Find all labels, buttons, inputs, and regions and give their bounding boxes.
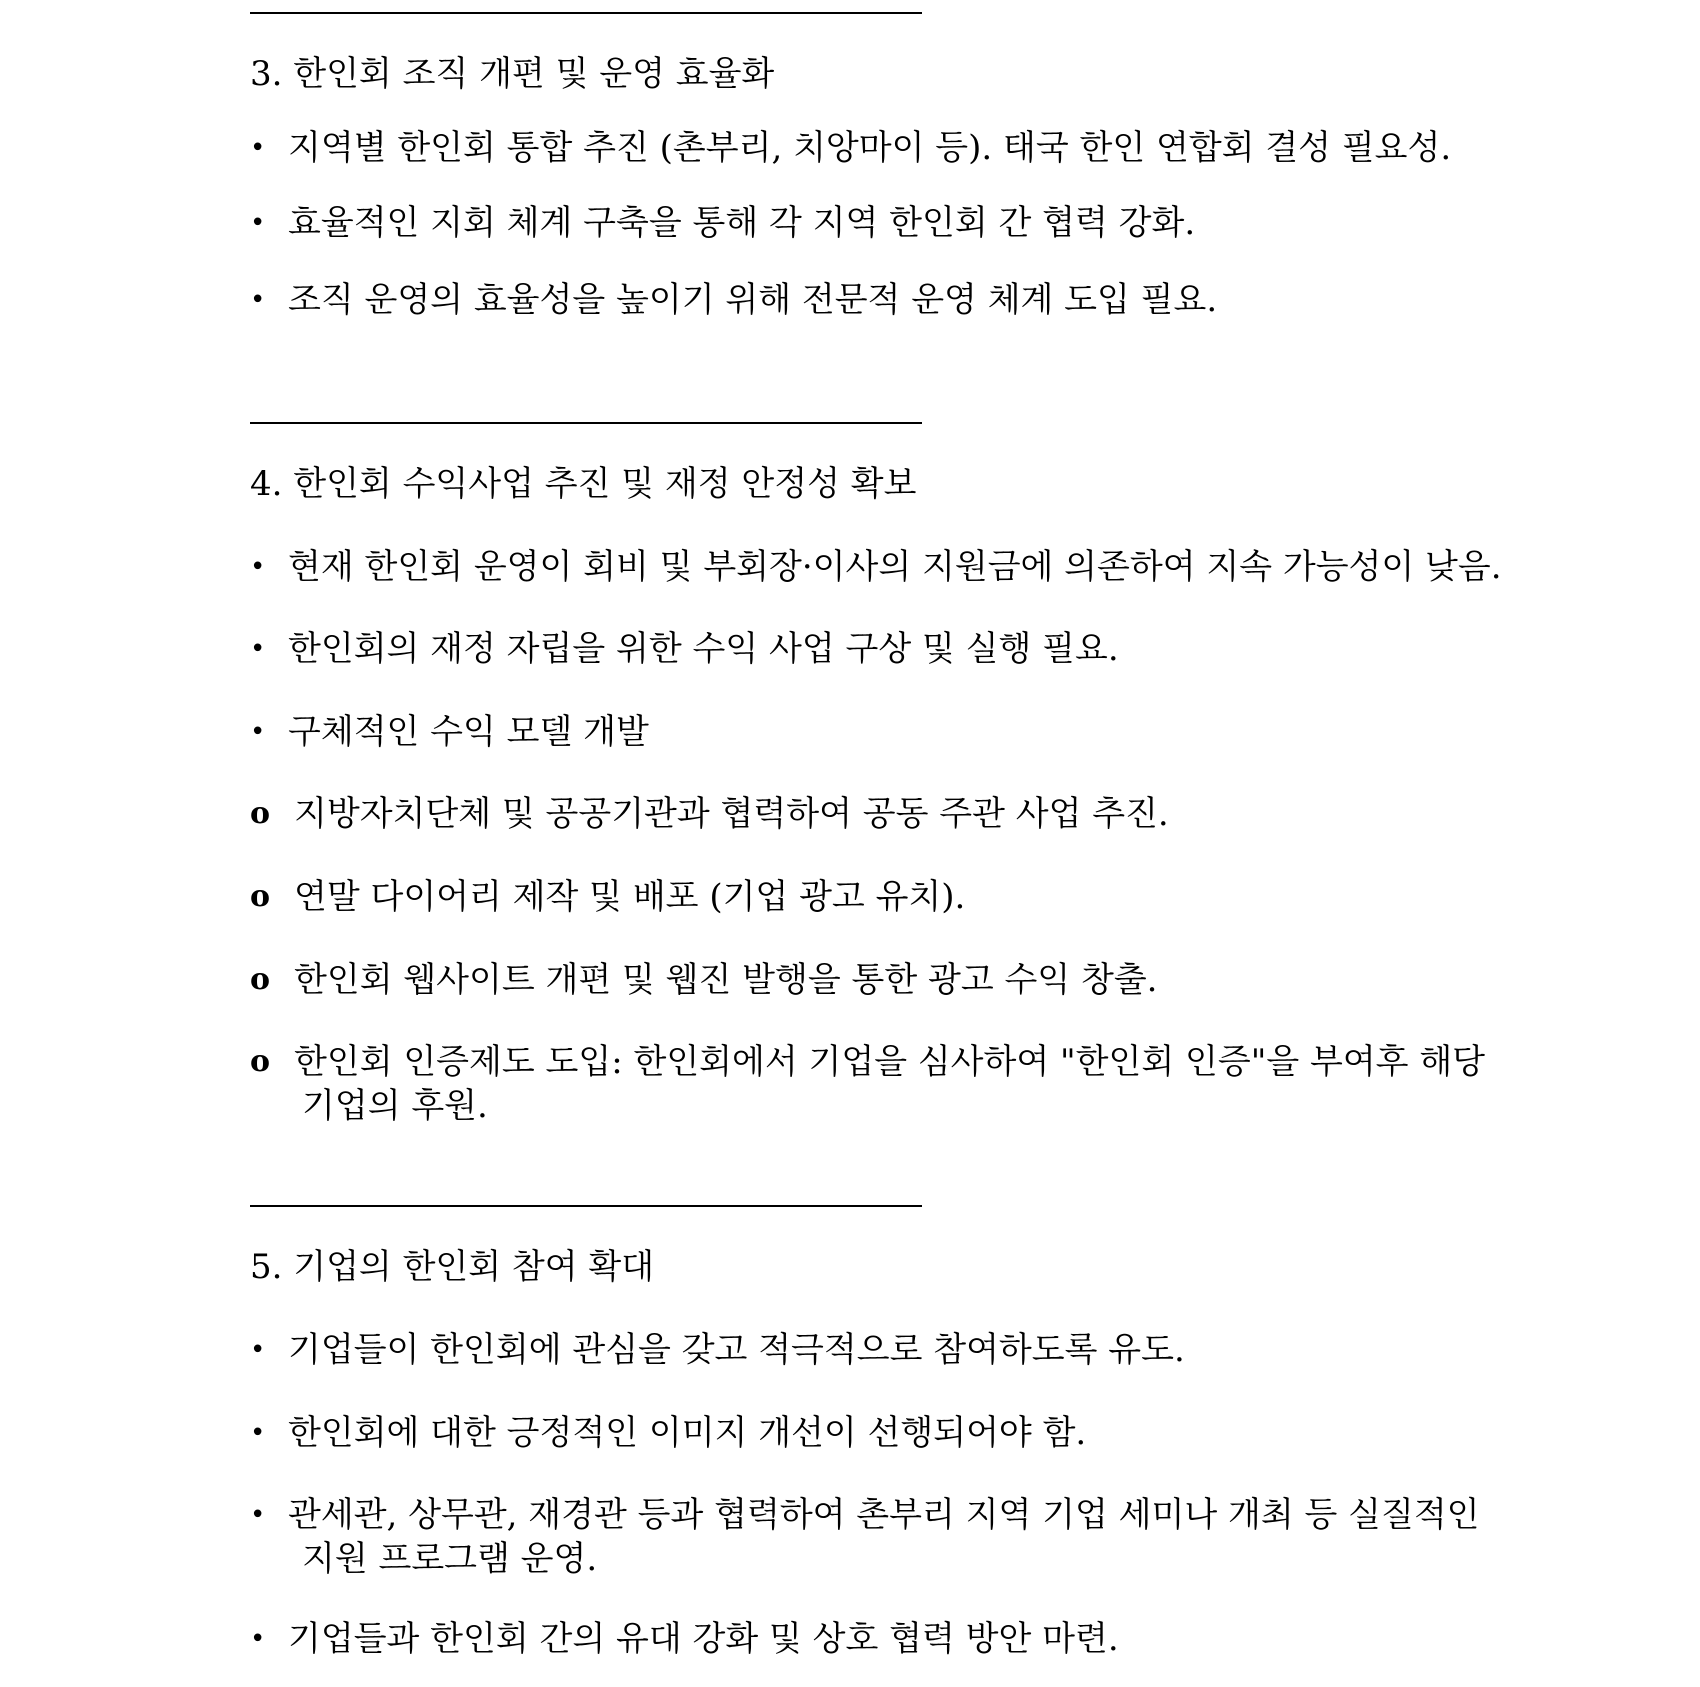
list-item-text: 관세관, 상무관, 재경관 등과 협력하여 촌부리 지역 기업 세미나 개최 등 실질적인 bbox=[288, 1495, 1480, 1535]
list-item bbox=[250, 710, 1540, 754]
list-item-text: 조직 운영의 효율성을 높이기 위해 전문적 운영 체계 도입 필요. bbox=[288, 280, 1218, 320]
sub-list-item-text: 지방자치단체 및 공공기관과 협력하여 공동 주관 사업 추진. bbox=[294, 794, 1169, 834]
list-item bbox=[250, 1411, 1540, 1455]
list-item-text: 한인회에 대한 긍정적인 이미지 개선이 선행되어야 함. bbox=[288, 1413, 1087, 1453]
circle-bullet-icon: o bbox=[250, 962, 271, 997]
list-item-continuation: 지원 프로그램 운영. bbox=[302, 1539, 598, 1579]
section-divider bbox=[250, 12, 922, 14]
circle-bullet-icon: o bbox=[250, 879, 271, 914]
list-item bbox=[250, 1617, 1540, 1661]
section-3-title: 3. 한인회 조직 개편 및 운영 효율화 bbox=[250, 54, 775, 94]
bullet-icon: • bbox=[250, 133, 266, 163]
list-item-text: 기업들과 한인회 간의 유대 강화 및 상호 협력 방안 마련. bbox=[288, 1619, 1119, 1659]
list-item bbox=[250, 545, 1540, 589]
list-item bbox=[250, 126, 1540, 170]
bullet-icon: • bbox=[250, 717, 266, 747]
bullet-icon: • bbox=[250, 1418, 266, 1448]
list-item bbox=[250, 201, 1540, 245]
list-item bbox=[250, 627, 1540, 671]
bullet-icon: • bbox=[250, 208, 266, 238]
bullet-icon: • bbox=[250, 285, 266, 315]
list-item bbox=[250, 1493, 1540, 1581]
sub-list-item-text: 한인회 인증제도 도입: 한인회에서 기업을 심사하여 "한인회 인증"을 부여후 해당 bbox=[294, 1042, 1486, 1082]
list-item-text: 구체적인 수익 모델 개발 bbox=[288, 712, 649, 752]
bullet-icon: • bbox=[250, 1335, 266, 1365]
section-divider bbox=[250, 1205, 922, 1207]
section-4-title: 4. 한인회 수익사업 추진 및 재정 안정성 확보 bbox=[250, 464, 917, 504]
sub-list-item-continuation: 기업의 후원. bbox=[302, 1086, 488, 1126]
list-item-text: 효율적인 지회 체계 구축을 통해 각 지역 한인회 간 협력 강화. bbox=[288, 203, 1196, 243]
list-item-text: 지역별 한인회 통합 추진 (촌부리, 치앙마이 등). 태국 한인 연합회 결성 필요성. bbox=[288, 128, 1452, 168]
list-item-text: 현재 한인회 운영이 회비 및 부회장·이사의 지원금에 의존하여 지속 가능성이 낮음. bbox=[288, 547, 1502, 587]
sub-list-item-text: 한인회 웹사이트 개편 및 웹진 발행을 통한 광고 수익 창출. bbox=[294, 960, 1158, 1000]
list-item bbox=[250, 278, 1540, 322]
circle-bullet-icon: o bbox=[250, 1044, 271, 1079]
bullet-icon: • bbox=[250, 1624, 266, 1654]
sub-list-item-text: 연말 다이어리 제작 및 배포 (기업 광고 유치). bbox=[294, 877, 966, 917]
list-item bbox=[250, 1328, 1540, 1372]
sub-list-item bbox=[250, 1040, 1540, 1128]
bullet-icon: • bbox=[250, 1500, 266, 1530]
section-5-title: 5. 기업의 한인회 참여 확대 bbox=[250, 1247, 655, 1287]
section-divider bbox=[250, 422, 922, 424]
bullet-icon: • bbox=[250, 552, 266, 582]
list-item-text: 한인회의 재정 자립을 위한 수익 사업 구상 및 실행 필요. bbox=[288, 629, 1119, 669]
circle-bullet-icon: o bbox=[250, 796, 271, 831]
sub-list-item bbox=[250, 958, 1540, 1002]
bullet-icon: • bbox=[250, 634, 266, 664]
sub-list-item bbox=[250, 792, 1540, 836]
sub-list-item bbox=[250, 875, 1540, 919]
list-item-text: 기업들이 한인회에 관심을 갖고 적극적으로 참여하도록 유도. bbox=[288, 1330, 1185, 1370]
